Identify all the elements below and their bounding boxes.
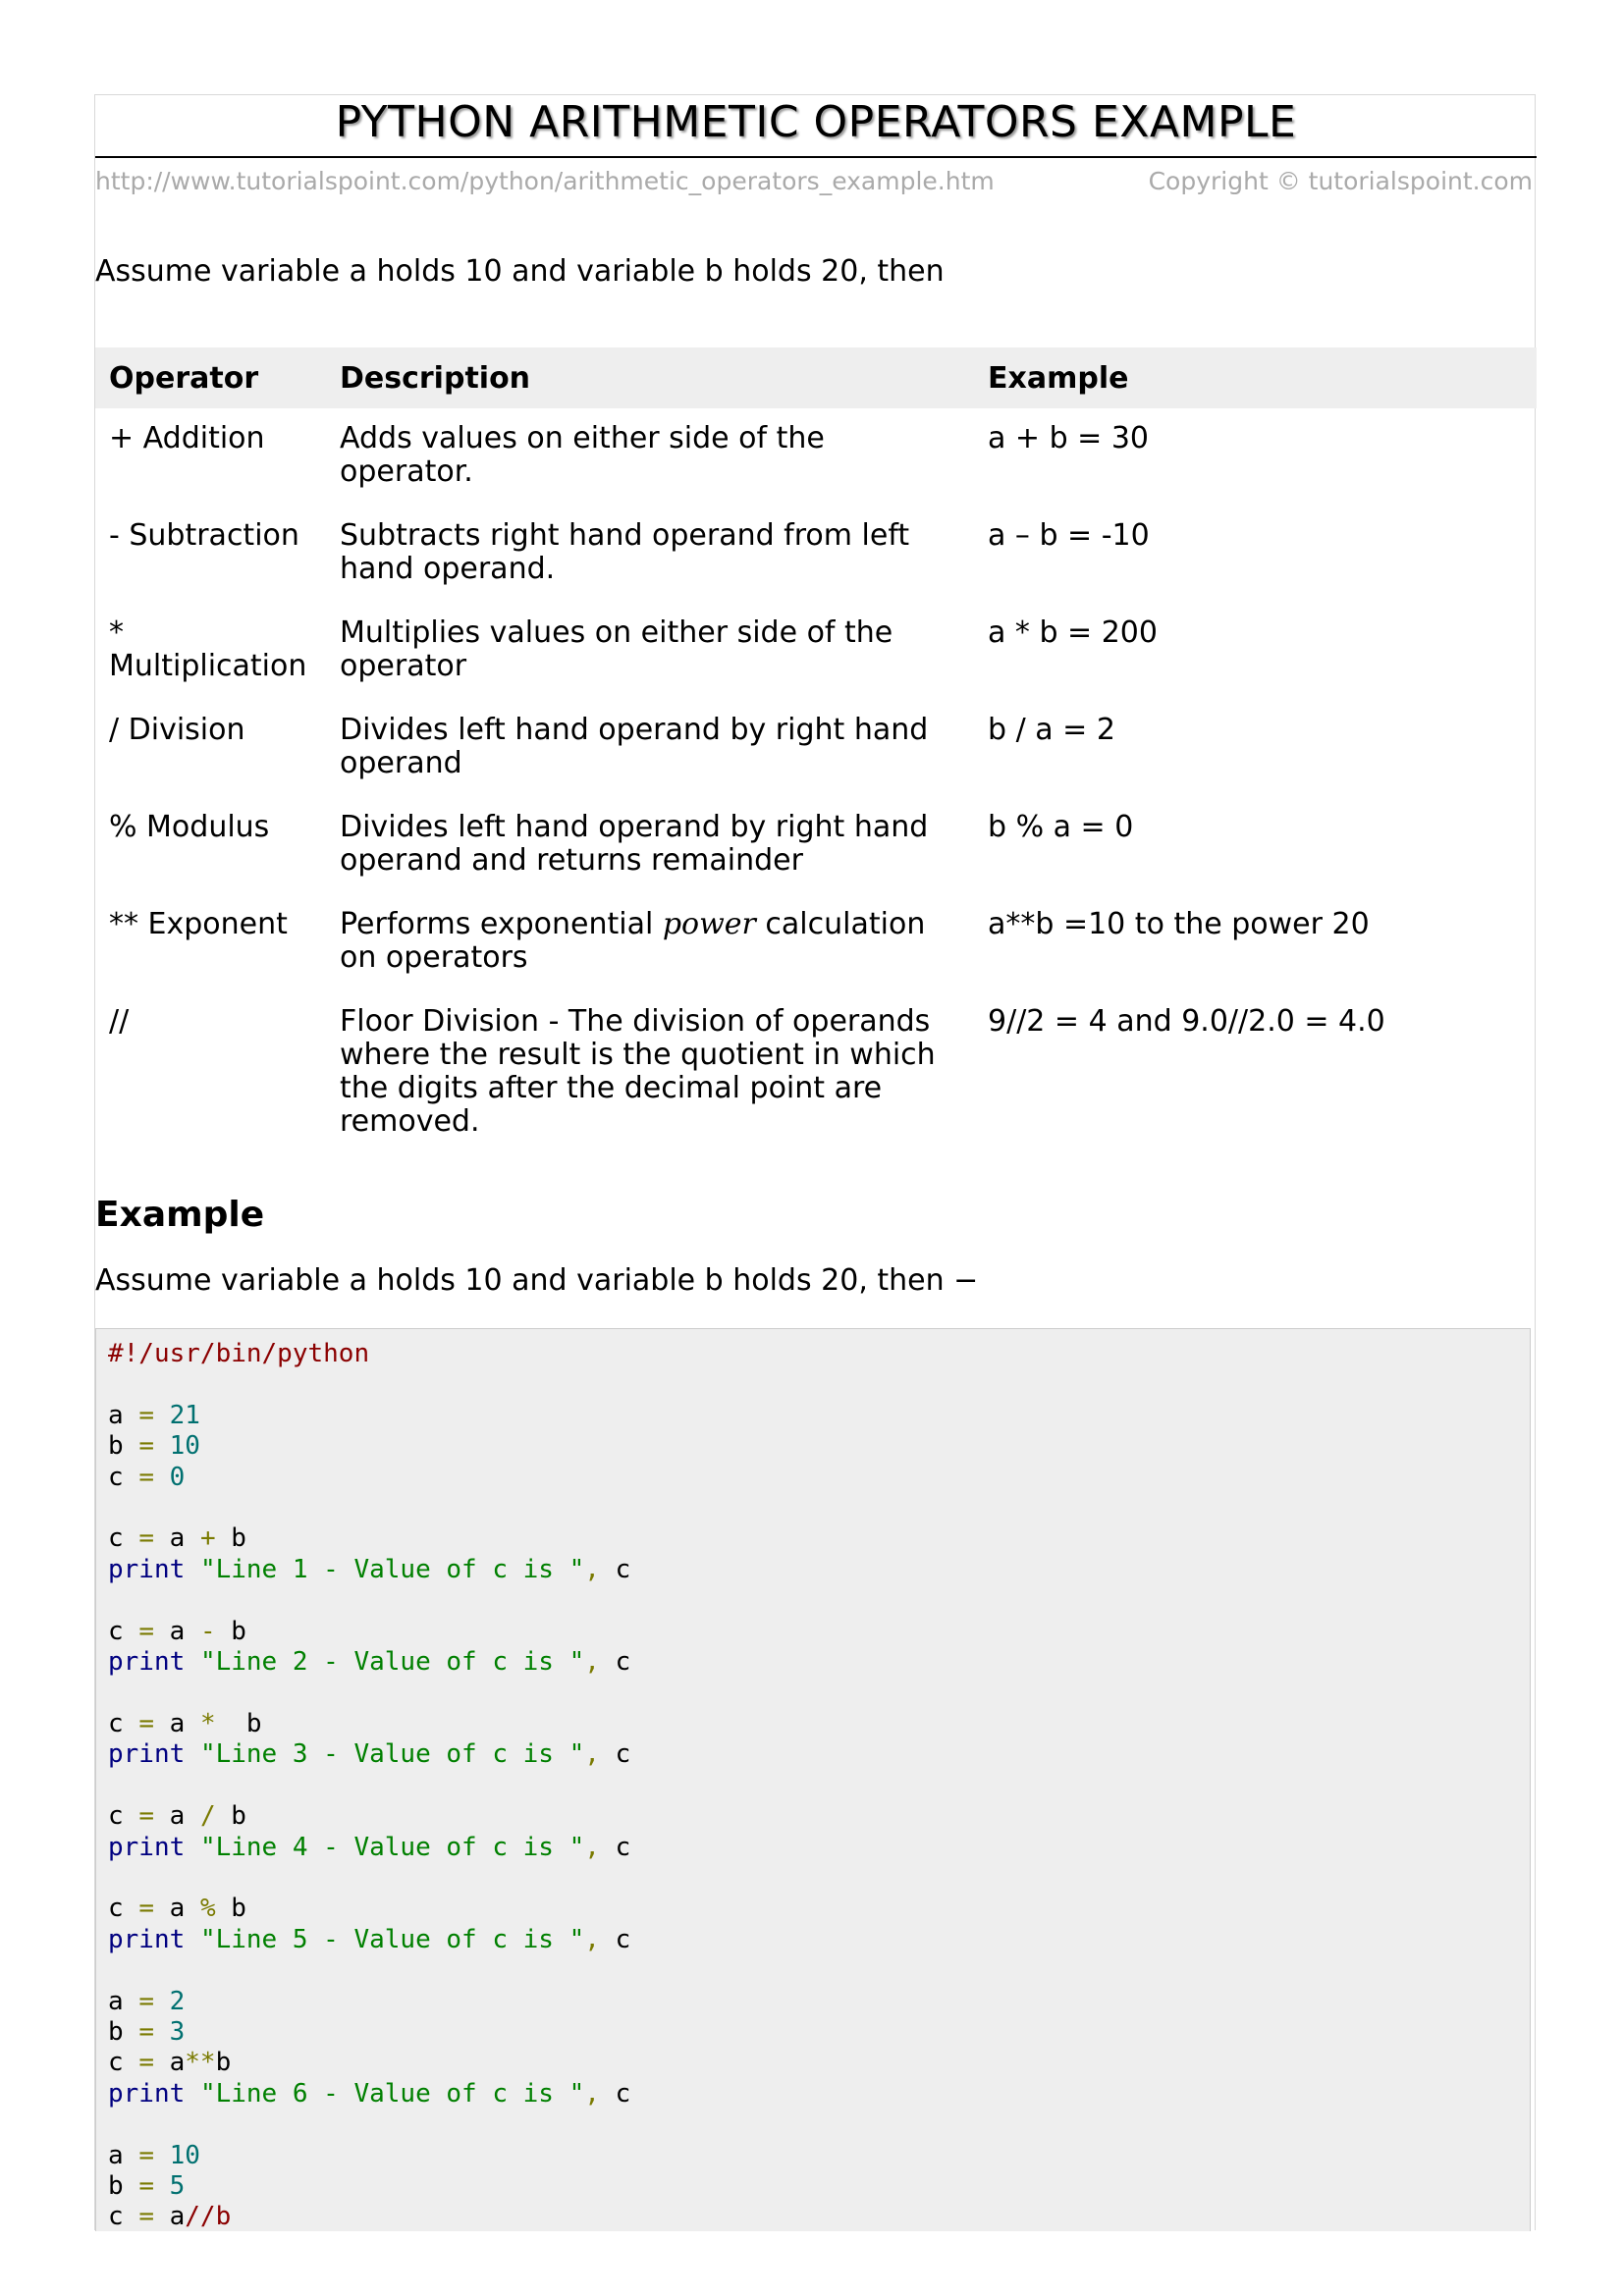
code-string: "Line 4 - Value of c is " [199,1832,585,1862]
code-number: 2 [169,1986,186,2016]
operators-table [95,347,1537,1155]
table-row [95,700,1537,797]
page-title: PYTHON ARITHMETIC OPERATORS EXAMPLE [95,95,1537,158]
table-row [95,408,1537,506]
code-string: "Line 5 - Value of c is " [199,1924,585,1954]
header-description: Description [326,347,974,408]
description-text: Performs exponential [340,907,663,941]
code-number: 10 [169,2140,200,2170]
table-row [95,603,1537,700]
code-keyword: print [108,2078,186,2109]
code-string: "Line 2 - Value of c is " [199,1647,585,1678]
example-cell: b % a = 0 [988,810,1134,844]
code-number: 10 [169,1431,200,1462]
description-cell: Divides left hand operand by right hand operand [340,713,929,780]
description-cell: Floor Division - The division of operands where the result is the quotient in which the digits after the decimal point are removed. [340,1004,936,1139]
operator-cell: - Subtraction [109,518,299,553]
header-example: Example [974,347,1537,408]
description-cell: Subtracts right hand operand from left hand operand. [340,518,910,586]
code-string: "Line 1 - Value of c is " [199,1554,585,1584]
table-row [95,991,1537,1155]
description-text: calculation on operators [340,907,926,975]
code-number: 0 [169,1462,186,1492]
header-operator: Operator [95,347,326,408]
description-cell: Divides left hand operand by right hand operand and returns remainder [340,810,929,878]
example-cell: b / a = 2 [988,713,1115,747]
example-cell: a**b =10 to the power 20 [988,907,1370,941]
document-page [94,94,1536,2230]
intro-text: Assume variable a holds 10 and variable b holds 20, then [95,254,945,289]
table-header-row [95,347,1537,408]
code-string: "Line 6 - Value of c is " [199,2078,585,2109]
code-keyword: print [108,1554,186,1584]
code-number: 5 [169,2170,186,2201]
table-row [95,894,1537,991]
code-string: "Line 3 - Value of c is " [199,1739,585,1770]
code-block [95,1328,1531,2231]
table-row [95,506,1537,603]
example-cell: a + b = 30 [988,421,1150,455]
description-cell: Adds values on either side of the operator. [340,421,825,489]
example-intro: Assume variable a holds 10 and variable b holds 20, then − [95,1263,979,1298]
code-number: 21 [169,1400,200,1430]
code-keyword: print [108,1832,186,1862]
code-number: 3 [169,2016,186,2047]
copyright-notice: Copyright © tutorialspoint.com [1148,167,1533,195]
example-cell: a – b = -10 [988,518,1150,553]
code-keyword: print [108,1924,186,1954]
description-cell [326,894,974,991]
example-cell: a * b = 200 [988,615,1158,650]
operator-cell: + Addition [109,421,265,455]
description-cell: Multiplies values on either side of the operator [340,615,893,683]
operator-cell: * Multiplication [109,615,307,683]
source-url: http://www.tutorialspoint.com/python/arithmetic_operators_example.htm [95,167,995,195]
shebang-line: #!/usr/bin/python [108,1339,370,1368]
operator-cell: % Modulus [109,810,270,844]
operator-cell: ** Exponent [109,907,288,941]
code-keyword: print [108,1647,186,1678]
example-cell: 9//2 = 4 and 9.0//2.0 = 4.0 [988,1004,1385,1039]
operator-cell: / Division [109,713,245,747]
code-listing: #!/usr/bin/python a = 21 b = 10 c = 0 c = a + b print "Line 1 - Value of c is ", c c = a - b print "Line 2 - Value of c is ", c c = a * b print "Line 3 - Value of c is ", c c = a / b print "Line 4 - Value of c is ", c c = a % b print "Line 5 - Value of c is ", c a = 2 b = 3 c = a**b print "Line 6 - Value of c is ", c a = 10 b = 5 c = a//b [108,1339,631,2231]
code-keyword: print [108,1739,186,1770]
description-emphasis: power [662,907,756,941]
table-row [95,797,1537,894]
operator-cell: // [109,1004,130,1039]
example-heading: Example [95,1195,265,1235]
